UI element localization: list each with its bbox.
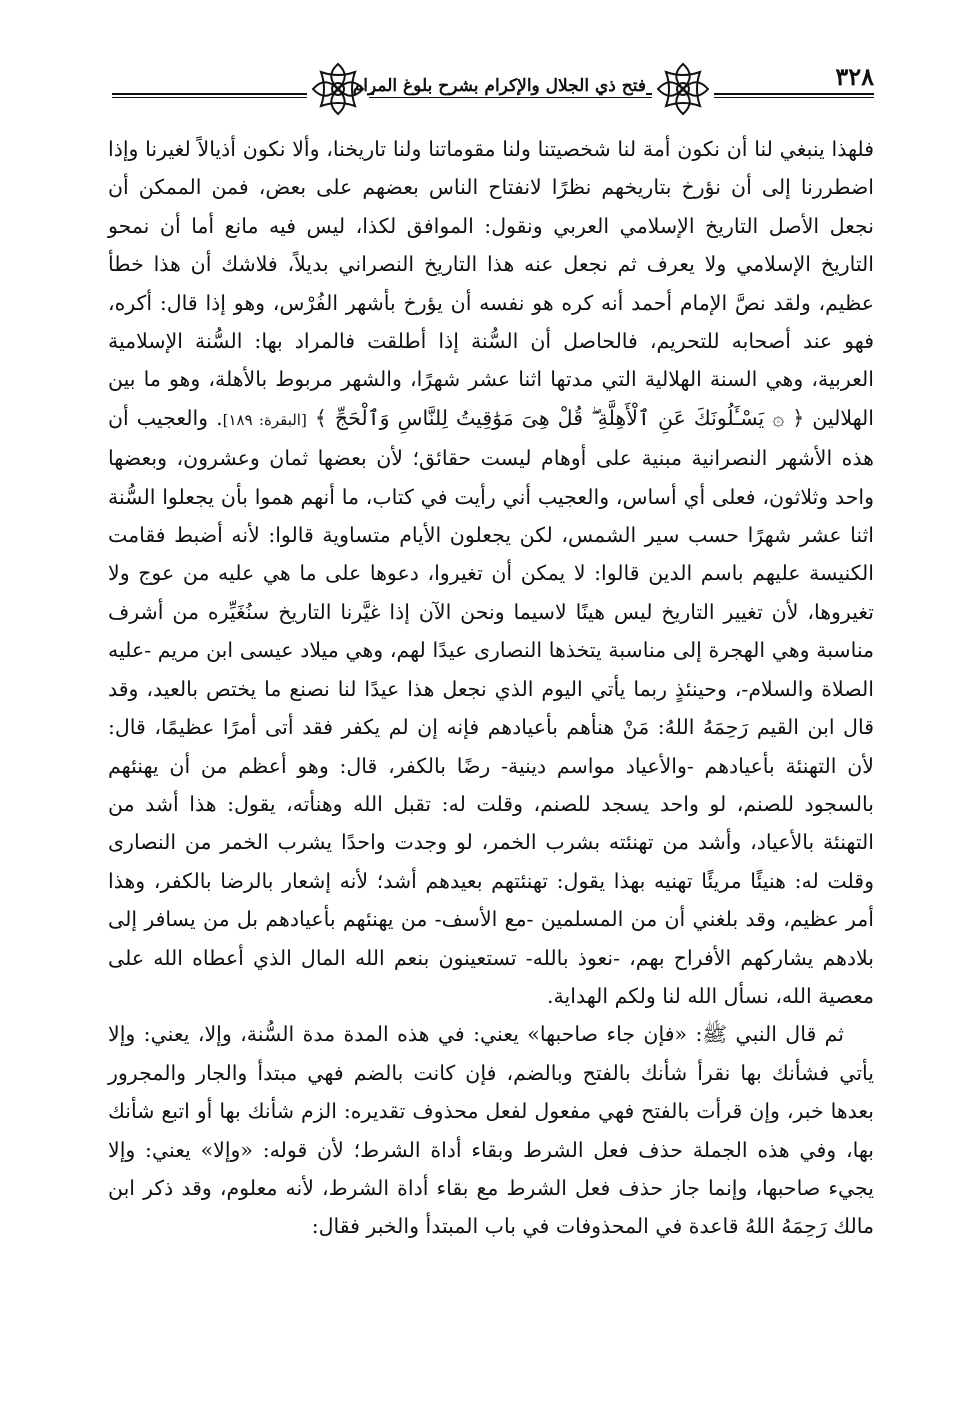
paragraph-1-text-a: فلهذا ينبغي لنا أن نكون أمة لنا شخصيتنا ولنا مقوماتنا ولنا تاريخنا، وألا نكون أذيالاً لغيرنا وإذا اضطررنا إلى أن نؤرخ بتاريخهم نظرًا لانفتاح الناس بعضهم على بعض، فمن الممكن أن نجعل الأصل التاريخ الإسلامي العربي ونقول: الموافق لكذا، ليس فيه مانع أما أن نمحو التاريخ الإسلامي ولا يعرف ثم نجعل عنه هذا التاريخ النصراني بديلاً، فلاشك أن هذا خطأ عظيم، ولقد نصَّ الإمام أحمد أنه كره هو نفسه أن يؤرخ بأشهر الفُرْس، وهو إذا قال: أكره، فهو عند أصحابه للتحريم، فالحاصل أن السُّنة إذا أطلقت فالمراد بها: السُّنة الإسلامية العربية، وهي السنة الهلالية التي مدتها اثنا عشر شهرًا، والشهر مربوط بالأهلة، وهو ما بين الهلالين [108, 137, 874, 430]
quran-verse: ﴿ ۞ يَسْـَٔلُونَكَ عَنِ ٱلْأَهِلَّةِ ۖ قُلْ هِىَ مَوَٰقِيتُ لِلنَّاسِ وَٱلْحَجِّ ﴾ [314, 405, 805, 430]
body-text [108, 130, 874, 1246]
page-header [112, 58, 874, 120]
paragraph-1-text-b: . والعجيب أن هذه الأشهر النصرانية مبنية على أوهام ليست حقائق؛ لأن بعضها ثمان وعشرون، وبعضها واحد وثلاثون، فعلى أي أساس، والعجيب أني رأيت في كتاب، ما أنهم هموا بأن يجعلوا السُّنة اثنا عشر شهرًا حسب سير الشمس، لكن يجعلون الأيام متساوية قالوا: لأنه أضبط فقامت الكنيسة عليهم باسم الدين قالوا: لا يمكن أن تغيروا، دعوها على ما هي عليه من عوج ولا تغيروها، لأن تغيير التاريخ ليس هينًا لاسيما ونحن الآن إذا غيَّرنا التاريخ سنُغَيِّره من أشرف مناسبة وهي الهجرة إلى مناسبة يتخذها النصارى عيدًا لهم، وهي ميلاد عيسى ابن مريم -عليه الصلاة والسلام-، وحينئذٍ ربما يأتي اليوم الذي نجعل هذا عيدًا لنا نصنع ما يختص بالعيد، وقد قال ابن القيم رَحِمَهُ اللهُ: مَنْ هنأهم بأعيادهم فإنه إن لم يكفر فقد أتى أمرًا عظيمًا، قال: لأن التهنئة بأعيادهم -والأعياد مواسم دينية- رضًا بالكفر، قال: وهو أعظم من أن يهنئهم بالسجود للصنم، لو واحد يسجد للصنم، وقلت له: تقبل الله وهنأته، يقول: هذا أشد من التهنئة بالأعياد، وأشد من تهنئته بشرب الخمر، لو وجدت واحدًا يشرب الخمر من النصارى وقلت له: هنيئًا مريئًا تهنيه بهذا يقول: تهنئتهم بعيدهم أشد؛ لأنه إشعار بالرضا بالكفر، وهذا أمر عظيم، وقد بلغني أن من المسلمين -مع الأسف- من يهنئهم بأعيادهم بل من يسافر إلى بلادهم يشاركهم الأفراح بهم، -نعوذ بالله- تستعينون بنعم الله المال الذي أعطاه الله على معصية الله، نسأل الله لنا ولكم الهداية. [108, 405, 874, 1008]
paragraph-2: ثم قال النبي ﷺ: «فإن جاء صاحبها» يعني: في هذه المدة مدة السُّنة، وإلا، يعني: وإلا يأتي فشأنك بها نقرأ شأنك بالفتح وبالضم، فإن كانت بالضم فهي مبتدأ والجار والمجرور بعدها خبر، وإن قرأت بالفتح فهي مفعول لفعل محذوف تقديره: الزم شأنك بها أو اتبع شأنك بها، وفي هذه الجملة حذف فعل الشرط وبقاء أداة الشرط؛ لأن قوله: «وإلا» يعني: وإلا يجيء صاحبها، وإنما جاز حذف فعل الشرط مع بقاء أداة الشرط، لأنه معلوم، وقد ذكر ابن مالك رَحِمَهُ اللهُ قاعدة في المحذوفات في باب المبتدأ والخبر فقال: [108, 1022, 874, 1239]
quran-reference: [البقرة: ١٨٩] [222, 410, 307, 429]
paragraph-1 [108, 130, 874, 1015]
page-number: ٣٢٨ [827, 62, 874, 91]
arabesque-ornament-icon [652, 58, 714, 120]
running-title: فتح ذي الجلال والإكرام بشرح بلوغ المرام [352, 76, 646, 96]
